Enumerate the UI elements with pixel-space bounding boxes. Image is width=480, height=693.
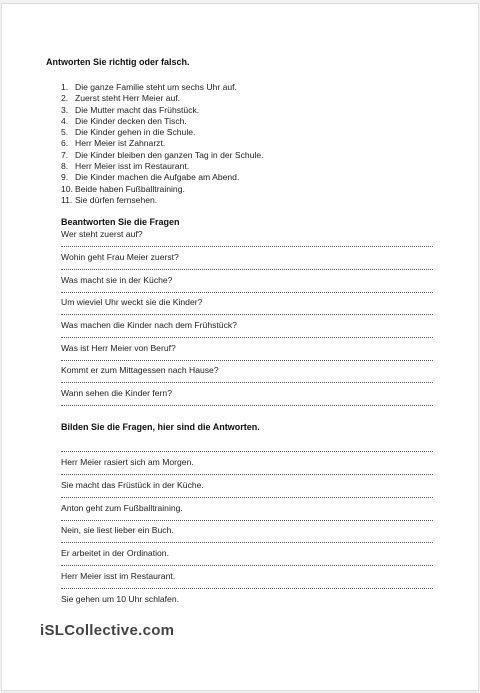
answer-line[interactable] [61, 360, 433, 361]
item-number: 11. [61, 194, 73, 205]
question-item [61, 297, 433, 308]
question-line[interactable] [61, 520, 433, 521]
section-questions-title: Beantworten Sie die Fragen [61, 217, 180, 227]
question-item [61, 229, 433, 240]
question-item [61, 343, 433, 354]
item-number: 10. [61, 183, 73, 194]
question-text: Wer steht zuerst auf? [61, 229, 143, 239]
item-text: Sie dürfen fernsehen. [75, 194, 158, 205]
answer-line[interactable] [61, 246, 433, 247]
list-item [61, 116, 264, 127]
item-number: 3. [61, 104, 69, 115]
answer-text: Sie gehen um 10 Uhr schlafen. [61, 594, 179, 604]
question-line[interactable] [61, 542, 433, 543]
item-text: Die Kinder decken den Tisch. [75, 115, 187, 126]
answer-line[interactable] [61, 269, 433, 270]
answer-text: Herr Meier isst im Restaurant. [61, 571, 176, 581]
answer-text: Sie macht das Früstück in der Küche. [61, 480, 204, 490]
question-text: Wohin geht Frau Meier zuerst? [61, 252, 179, 262]
list-item [61, 105, 264, 116]
item-number: 6. [61, 138, 69, 149]
list-item [61, 161, 264, 172]
list-item [61, 184, 264, 195]
item-text: Herr Meier isst im Restaurant. [75, 161, 190, 172]
item-text: Die Kinder bleiben den ganzen Tag in der Schule. [75, 149, 264, 160]
question-item [61, 252, 433, 263]
item-number: 4. [61, 115, 69, 126]
item-text: Beide haben Fußballtraining. [75, 183, 185, 194]
item-number: 7. [61, 149, 69, 160]
answer-text: Anton geht zum Fußballtraining. [61, 503, 183, 513]
question-text: Um wieviel Uhr weckt sie die Kinder? [61, 297, 203, 307]
item-text: Die ganze Familie steht um sechs Uhr auf. [75, 82, 237, 92]
question-text: Was macht sie in der Küche? [61, 275, 173, 285]
answer-item [61, 571, 433, 582]
item-text: Die Kinder gehen in die Schule. [75, 127, 196, 138]
answer-line[interactable] [61, 405, 433, 406]
true-false-list [61, 82, 264, 206]
question-item [61, 365, 433, 376]
section-form-questions-title: Bilden Sie die Fragen, hier sind die Antworten. [61, 422, 260, 432]
list-item [61, 138, 264, 149]
list-item [61, 82, 264, 93]
item-text: Herr Meier ist Zahnarzt. [75, 138, 166, 149]
item-number: 1. [61, 82, 69, 92]
answer-line[interactable] [61, 382, 433, 383]
answer-item [61, 525, 433, 536]
answer-item [61, 480, 433, 491]
answer-line[interactable] [61, 314, 433, 315]
list-item [61, 195, 264, 206]
answer-item [61, 503, 433, 514]
question-line[interactable] [61, 497, 433, 498]
answer-item [61, 457, 433, 468]
question-line[interactable] [61, 588, 433, 589]
question-text: Was machen die Kinder nach dem Frühstück? [61, 320, 237, 330]
question-text: Was ist Herr Meier von Beruf? [61, 343, 176, 353]
question-line[interactable] [61, 565, 433, 566]
answer-item [61, 594, 433, 605]
answer-text: Er arbeitet in der Ordination. [61, 548, 169, 558]
question-line[interactable] [61, 474, 433, 475]
item-number: 5. [61, 127, 69, 138]
item-text: Die Mutter macht das Frühstück. [75, 104, 200, 115]
list-item [61, 150, 264, 161]
brand-watermark: iSLCollective.com [40, 622, 175, 639]
question-item [61, 320, 433, 331]
question-text: Wann sehen die Kinder fern? [61, 388, 172, 398]
item-text: Zuerst steht Herr Meier auf. [75, 93, 181, 104]
question-text: Kommt er zum Mittagessen nach Hause? [61, 365, 219, 375]
section-true-false-title: Antworten Sie richtig oder falsch. [46, 57, 190, 67]
answer-item [61, 548, 433, 559]
item-number: 2. [61, 93, 69, 104]
question-line[interactable] [61, 451, 433, 452]
answer-text: Nein, sie liest lieber ein Buch. [61, 525, 174, 535]
answer-line[interactable] [61, 292, 433, 293]
question-item [61, 275, 433, 286]
list-item [61, 172, 264, 183]
answer-line[interactable] [61, 337, 433, 338]
list-item [61, 93, 264, 104]
list-item [61, 127, 264, 138]
item-number: 9. [61, 172, 69, 183]
answer-text: Herr Meier rasiert sich am Morgen. [61, 457, 194, 467]
question-item [61, 388, 433, 399]
item-text: Die Kinder machen die Aufgabe am Abend. [75, 172, 240, 183]
item-number: 8. [61, 161, 69, 172]
